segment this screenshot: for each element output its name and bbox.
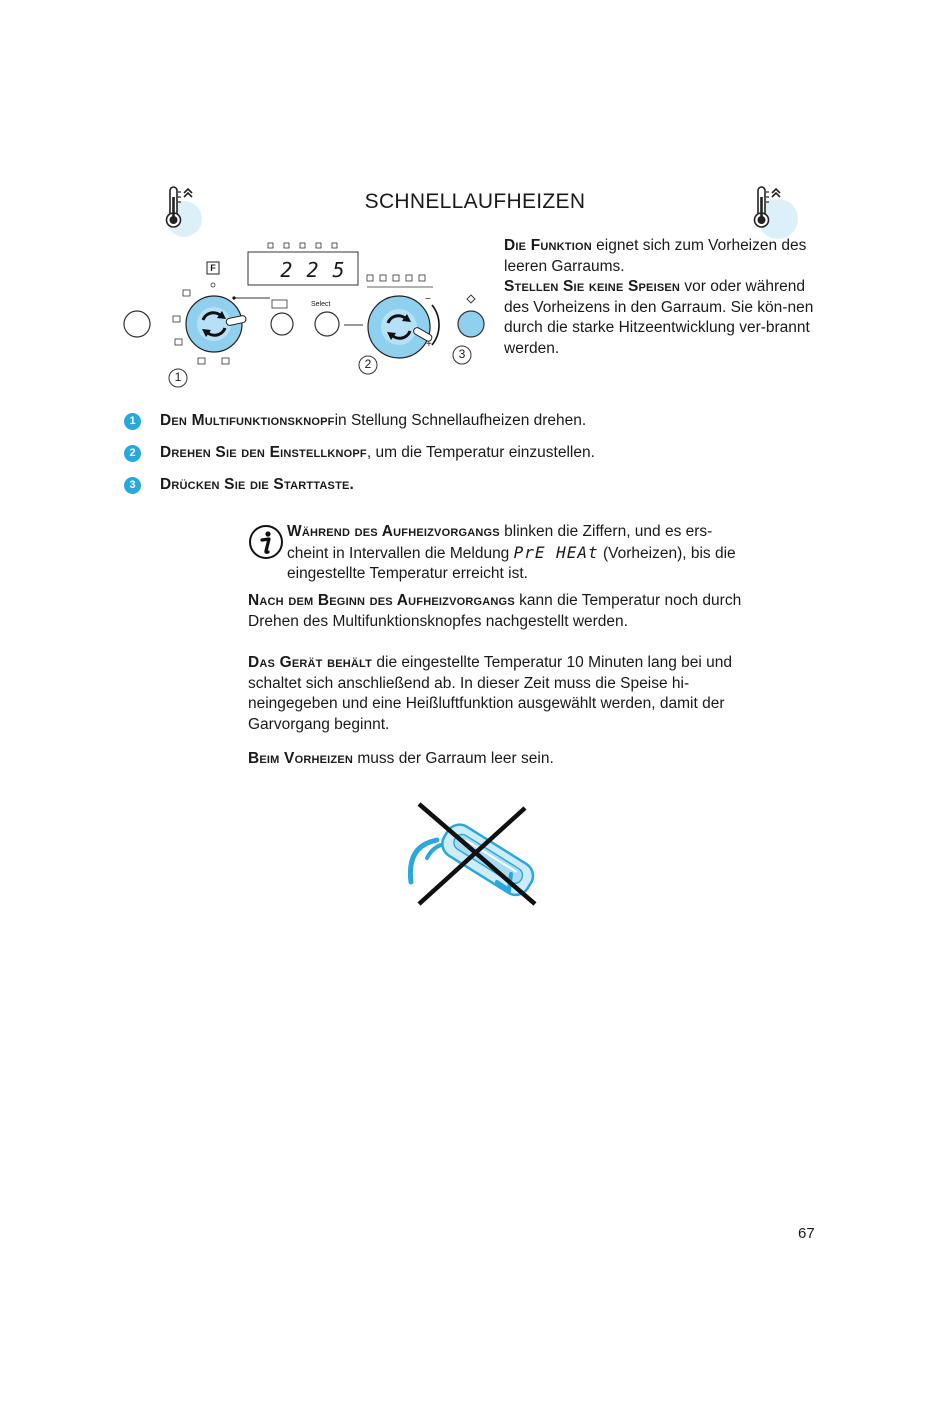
step-item [124,444,595,462]
note-paragraph [248,653,743,735]
intro-lead-1: Die Funktion [504,237,592,254]
intro-text-1: eignet sich zum Vorheizen des leeren Garraums. [504,237,807,275]
step-number: 2 [124,445,141,462]
note-text: muss der Garraum leer sein. [353,750,554,767]
note-lead: Das Gerät behält [248,654,373,671]
note-paragraph [248,591,743,632]
step-item [124,412,586,430]
step-text: , um die Temperatur einzustellen. [366,444,595,461]
step-number: 3 [124,477,141,494]
step-number: 1 [124,413,141,430]
info-text-a: blinken die Ziffern, und es ers-cheint in Intervallen die Meldung [287,523,713,562]
info-text [287,522,737,585]
note-lead: Beim Vorheizen [248,750,354,767]
intro-text [504,236,816,359]
note-paragraph [248,749,743,770]
intro-text-2: vor oder während des Vorheizens in den Garraum. Sie kön-nen durch die starke Hitzeentwicklung ver-brannt werden. [504,278,814,357]
note-text: kann die Temperatur noch durch Drehen des Multifunktionsknopfes nachgestellt werden. [248,592,742,630]
page-title: SCHNELLAUFHEIZEN [364,190,586,213]
minus-label: − [425,294,431,305]
note-lead: Nach dem Beginn des Aufheizvorgangs [248,592,515,609]
info-text-b: (Vorheizen), bis die eingestellte Temperatur erreicht ist. [287,544,736,582]
step-item [124,476,354,494]
page-number: 67 [798,1225,815,1242]
step-text: in Stellung Schnellaufheizen drehen. [334,412,587,429]
callout-3: 3 [458,347,466,361]
callout-1: 1 [174,370,182,384]
function-label: F [210,263,216,273]
select-label: Select [311,301,331,308]
callout-2: 2 [364,357,372,371]
step-lead: Drehen Sie den Einstellknopf [160,444,367,461]
control-panel-diagram [118,235,498,395]
info-lead: Während des Aufheizvorgangs [287,523,500,540]
crossed-out-food-tray-icon [405,800,550,913]
note-text: die eingestellte Temperatur 10 Minuten lang bei und schaltet sich anschließend ab. In dieser Zeit muss die Speise hi-neingegeben und eine Heißluftfunktion ausgewählt werden, damit der Garvorgang beginnt. [248,654,732,733]
step-lead: Drücken Sie die Starttaste. [160,476,355,493]
preheat-display-text: PrE HEAt [513,542,599,562]
temperature-display: 2 2 5 [280,258,346,282]
step-lead: Den Multifunktionsknopf [160,412,335,429]
intro-lead-2: Stellen Sie keine Speisen [504,278,681,295]
plus-label: + [426,339,432,350]
info-icon [248,524,284,565]
